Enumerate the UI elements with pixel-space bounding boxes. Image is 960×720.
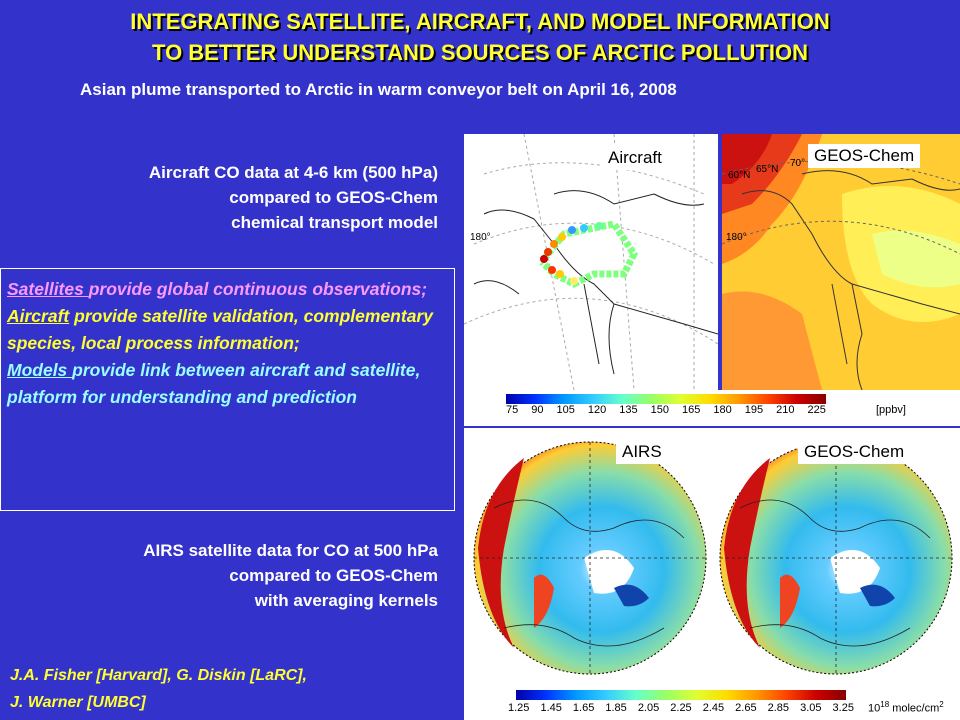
- top-colorbar-ticks: [506, 404, 826, 416]
- page-title-line1: INTEGRATING SATELLITE, AIRCRAFT, AND MODEL INFORMATION: [130, 9, 830, 34]
- bottom-colorbar-tick: 3.25: [832, 702, 854, 714]
- airs-map-label: AIRS: [616, 440, 668, 464]
- models-label: Models: [7, 360, 73, 380]
- page-title-line2: TO BETTER UNDERSTAND SOURCES OF ARCTIC POLLUTION: [152, 40, 808, 65]
- bottom-colorbar-unit-base: 10: [868, 702, 881, 715]
- geoschem-top-lat-60n: 60°N: [728, 170, 751, 181]
- bottom-colorbar-unit: [868, 700, 944, 715]
- bottom-colorbar-tick: 1.65: [572, 702, 595, 714]
- credits-line1: J.A. Fisher [Harvard], G. Diskin [LaRC],: [10, 667, 307, 684]
- top-colorbar-tick: 150: [650, 404, 670, 416]
- airs-description-line3: with averaging kernels: [254, 591, 438, 610]
- aircraft-description-line1: Aircraft CO data at 4-6 km (500 hPa): [148, 163, 438, 182]
- bottom-colorbar-unit-exp: 18: [880, 700, 890, 709]
- polar-maps-graphic: [464, 428, 960, 686]
- top-colorbar-tick: 195: [744, 404, 764, 416]
- bottom-colorbar-gradient: [516, 690, 846, 700]
- info-box: [0, 268, 455, 511]
- aircraft-description: [149, 160, 438, 235]
- airs-description-line2: compared to GEOS-Chem: [229, 566, 438, 585]
- aircraft-text: provide satellite validation, complementary species, local process information;: [7, 306, 433, 353]
- airs-polar-map: [474, 442, 706, 674]
- geoschem-polar-map: [720, 442, 952, 674]
- bottom-colorbar-tick: 1.25: [508, 702, 530, 714]
- bottom-colorbar-ticks: [508, 702, 854, 714]
- top-colorbar-tick: 75: [506, 404, 519, 416]
- flight-track: [540, 222, 634, 285]
- geoschem-bottom-map-label: GEOS-Chem: [798, 440, 910, 464]
- models-text: provide link between aircraft and satellite, platform for understanding and prediction: [7, 360, 421, 407]
- bottom-colorbar-unit-sq: 2: [939, 700, 944, 709]
- aircraft-map: [464, 134, 718, 390]
- credits-line2: J. Warner [UMBC]: [10, 694, 146, 711]
- bottom-colorbar-tick: 2.45: [702, 702, 725, 714]
- bottom-colorbar-tick: 3.05: [800, 702, 822, 714]
- top-colorbar-tick: 105: [556, 404, 575, 416]
- aircraft-map-label: Aircraft: [602, 146, 668, 170]
- subtitle: Asian plume transported to Arctic in warm conveyor belt on April 16, 2008: [80, 80, 677, 99]
- aircraft-map-lat-label: 180°: [470, 232, 491, 243]
- aircraft-description-line2: compared to GEOS-Chem: [229, 188, 438, 207]
- geoschem-top-map: [722, 134, 960, 390]
- geoschem-top-lat-180: 180°: [726, 232, 747, 243]
- aircraft-description-line3: chemical transport model: [231, 213, 438, 232]
- top-colorbar-tick: 225: [807, 404, 826, 416]
- top-colorbar-tick: 210: [776, 404, 795, 416]
- top-colorbar-tick: 165: [682, 404, 701, 416]
- satellites-text: provide global continuous observations;: [88, 279, 428, 299]
- polar-maps-panel: [464, 428, 960, 686]
- geoschem-top-map-label: GEOS-Chem: [808, 144, 920, 168]
- airs-description: [143, 538, 438, 613]
- geoschem-top-lat-70: 70°: [790, 158, 806, 169]
- top-colorbar-tick: 120: [587, 404, 607, 416]
- bottom-colorbar-tick: 2.05: [637, 702, 660, 714]
- bottom-colorbar-tick: 1.85: [605, 702, 627, 714]
- credits: [10, 662, 307, 716]
- geoschem-top-lat-65n: 65°N: [756, 164, 779, 175]
- aircraft-label: Aircraft: [7, 306, 70, 326]
- top-colorbar-tick: 180: [713, 404, 732, 416]
- top-colorbar: [464, 390, 960, 426]
- satellites-label: Satellites: [7, 279, 89, 299]
- bottom-colorbar-tick: 2.65: [735, 702, 757, 714]
- aircraft-map-graphic: [464, 134, 718, 390]
- bottom-colorbar-unit-rest: molec/cm: [889, 702, 940, 715]
- top-colorbar-gradient: [506, 394, 826, 404]
- bottom-colorbar-tick: 1.45: [540, 702, 562, 714]
- top-colorbar-tick: 90: [531, 404, 544, 416]
- bottom-colorbar-tick: 2.85: [767, 702, 790, 714]
- top-colorbar-unit: [ppbv]: [876, 404, 906, 416]
- bottom-colorbar-tick: 2.25: [670, 702, 692, 714]
- airs-description-line1: AIRS satellite data for CO at 500 hPa: [143, 541, 438, 560]
- top-colorbar-tick: 135: [619, 404, 638, 416]
- bottom-colorbar: [464, 686, 960, 720]
- geoschem-top-map-graphic: [722, 134, 960, 390]
